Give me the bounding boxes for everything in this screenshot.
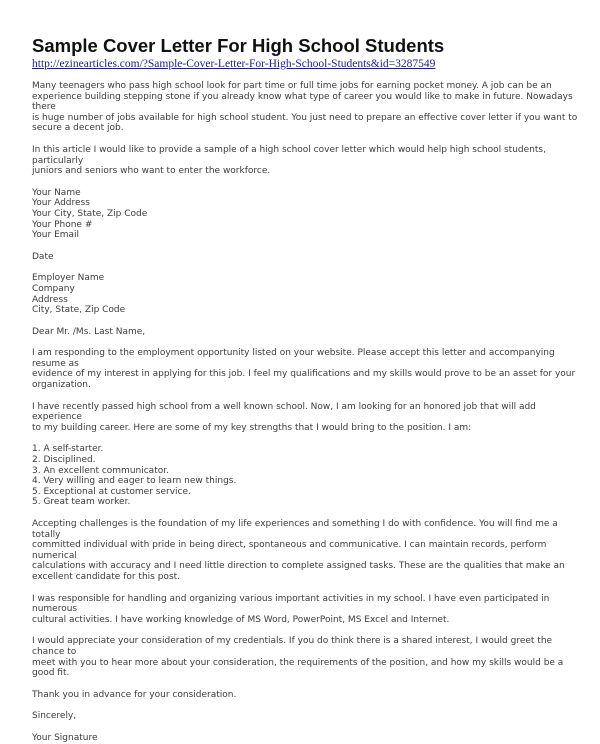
paragraph-line: I have recently passed high school from a well known school. Now, I am looking for an honored job that will add experience [32, 401, 536, 423]
strength-item: 5. Exceptional at customer service. [32, 486, 191, 497]
intro-line: experience building stepping stone if you already know what type of career you would like to make in future. Nowadays there [32, 91, 573, 113]
employer-address: Address [32, 294, 68, 305]
paragraph-5 [32, 636, 580, 678]
purpose-line: juniors and seniors who want to enter the workforce. [32, 166, 271, 177]
paragraph-line: meet with you to hear more about your consideration, the requirements of the position, and how my skills would be a good fit. [32, 657, 564, 679]
employer-name: Employer Name [32, 273, 105, 284]
paragraph-line: I was responsible for handling and organizing various important activities in my school. I have even participated in numerous [32, 593, 550, 615]
strength-item: 1. A self-starter. [32, 444, 104, 455]
paragraph-line: to my building career. Here are some of my key strengths that I would bring to the position. I am: [32, 422, 472, 433]
paragraph-line: I would appreciate your consideration of my credentials. If you do think there is a shared interest, I would greet the chance to [32, 636, 553, 657]
paragraph-line: cultural activities. I have working knowledge of MS Word, PowerPoint, MS Excel and Internet. [32, 614, 450, 625]
salutation: Dear Mr. /Ms. Last Name, [32, 326, 146, 337]
sender-email: Your Email [32, 230, 80, 241]
paragraph-1 [32, 348, 580, 390]
intro-line: Many teenagers who pass high school look for part time or full time jobs for earning pocket money. A job can be an [32, 81, 552, 91]
thanks-line: Thank you in advance for your consideration. [32, 689, 237, 700]
strengths-list [32, 444, 580, 508]
paragraph-3 [32, 519, 580, 583]
letter-body [32, 81, 580, 744]
employer-city: City, State, Zip Code [32, 305, 126, 316]
paragraph-line: organization. [32, 380, 91, 391]
intro-line: secure a decent job. [32, 123, 124, 134]
sender-city: Your City, State, Zip Code [32, 208, 148, 219]
paragraph-line: excellent candidate for this post. [32, 571, 181, 582]
employer-company: Company [32, 283, 75, 294]
sender-address: Your Address [32, 198, 90, 209]
paragraph-line: Accepting challenges is the foundation of my life experiences and something I do with confidence. You will find me a totally [32, 519, 558, 540]
intro-line: is huge number of jobs available for high school student. You just need to prepare an effective cover letter if you want to [32, 112, 578, 123]
purpose-line: In this article I would like to provide a sample of a high school cover letter which would help high school students, particularly [32, 144, 546, 166]
sender-block [32, 188, 580, 241]
source-link[interactable]: http://ezinearticles.com/?Sample-Cover-Letter-For-High-School-Students&id=3287549 [32, 58, 436, 70]
paragraph-line: calculations with accuracy and I need little direction to complete assigned tasks. These are the qualities that make an [32, 561, 565, 572]
strength-item: 5. Great team worker. [32, 497, 131, 508]
signature-line: Your Signature [32, 732, 98, 743]
paragraph-4 [32, 594, 580, 626]
strength-item: 2. Disciplined. [32, 455, 96, 466]
intro-paragraph [32, 81, 580, 134]
strength-item: 4. Very willing and eager to learn new things. [32, 476, 237, 487]
document-title: Sample Cover Letter For High School Students [32, 35, 445, 56]
strength-item: 3. An excellent communicator. [32, 465, 169, 476]
closing-line: Sincerely, [32, 711, 77, 722]
sender-phone: Your Phone # [32, 219, 93, 230]
paragraph-line: I am responding to the employment opportunity listed on your website. Please accept this letter and accompanying resume as [32, 348, 555, 369]
paragraph-line: evidence of my interest in applying for this job. I feel my qualifications and my skills would prove to be an asset for your [32, 369, 576, 380]
sender-name: Your Name [32, 187, 81, 198]
paragraph-line: committed individual with pride in being direct, spontaneous and communicative. I can maintain records, perform numerical [32, 540, 547, 561]
date-line: Date [32, 251, 54, 262]
paragraph-2 [32, 402, 580, 434]
purpose-paragraph [32, 145, 580, 177]
employer-block [32, 273, 580, 315]
